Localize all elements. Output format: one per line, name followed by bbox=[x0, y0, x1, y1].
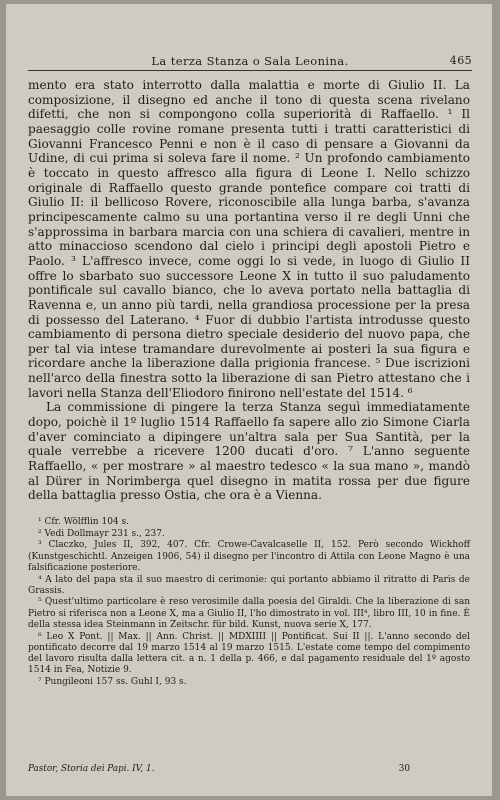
page-number: 465 bbox=[449, 54, 472, 67]
running-header bbox=[28, 54, 472, 68]
footnote: ⁷ Pungileoni 157 ss. Guhl I, 93 s. bbox=[38, 676, 187, 687]
footnote: ⁵ Quest'ultimo particolare è reso verosimile dalla poesia del Giraldi. Che la liberazione di san Pietro si riferisca non a Leone X, ma a Giulio II, l'ho dimostrato in vol. III⁴, libro III, 10 in fine. È della stessa idea Steinmann in Zeitschr. für bild. Kunst, nuova serie X, 177. bbox=[28, 597, 470, 630]
paragraph: mento era stato interrotto dalla malattia e morte di Giulio II. La composizione, il disegno ed anche il tono di questa scena rivelano difetti, che non si compongono colla superiorità di Raffaello. ¹ Il paesaggio colle rovine romane presenta tutti i tratti caratteristici di Giovanni Francesco Penni e non è il caso di pensare a Giovanni da Udine, di cui prima si soleva fare il nome. ² Un profondo cambiamento è toccato in questo affresco alla figura di Leone I. Nello schizzo originale di Raffaello questo grande pontefice compare coi tratti di Giulio II: il bellicoso Rovere, riconoscibile alla lunga barba, s'avanza principescamente calmo su una portantina verso il re degli Unni che s'approssima in barbara marcia con una schiera di cavalieri, mentre in atto minaccioso scendono dal cielo i principi degli apostoli Pietro e Paolo. ³ L'affresco invece, come oggi lo si vede, in luogo di Giulio II offre lo sbarbato suo successore Leone X in tutto il suo paludamento pontificale sul cavallo bianco, che lo aveva portato nella battaglia di Ravenna e, un anno più tardi, nella grandiosa processione per la presa di possesso del Laterano. ⁴ Fuor di dubbio l'artista introdusse questo cambiamento di persona dietro speciale desiderio del nuovo papa, che per tal via intese tramandare durevolmente ai posteri la sua figura e ricordare anche la liberazione dalla prigionia francese. ⁵ Due iscrizioni nell'arco della finestra sotto la liberazione di san Pietro attestano che i lavori nella Stanza dell'Eliodoro finirono nell'estate del 1514. ⁶ bbox=[28, 78, 470, 400]
footnote: ⁶ Leo X Pont. || Max. || Ann. Christ. || MDXIIII || Pontificat. Sui II ||. L'anno secondo del pontificato decorre dal 19 marzo 1514 al 19 marzo 1515. L'estate come tempo del compimento del lavoro risulta dalla lettera cit. a n. 1 della p. 466, e dal pagamento residuale del 1º agosto 1514 in Fea, Notizie 9. bbox=[28, 631, 470, 676]
main-text bbox=[28, 78, 470, 503]
footnote: ² Vedi Dollmayr 231 s., 237. bbox=[38, 528, 165, 539]
running-title: La terza Stanza o Sala Leonina. bbox=[151, 54, 349, 68]
signature-mark: 30 bbox=[398, 764, 410, 774]
book-page bbox=[6, 4, 492, 796]
footnote: ³ Claczko, Jules II, 392, 407. Cfr. Crowe-Cavalcaselle II, 152. Però secondo Wickhoff (Kunstgeschichtl. Anzeigen 1906, 54) il disegno per l'incontro di Attila con Leone Magno è una falsificazione posteriore. bbox=[28, 540, 470, 573]
header-rule bbox=[28, 70, 472, 71]
footer-source: Pastor, Storia dei Papi. IV, 1. bbox=[28, 764, 155, 774]
paragraph: La commissione di pingere la terza Stanza seguì immediatamente dopo, poichè il 1º luglio 1514 Raffaello fa sapere allo zio Simone Ciarla d'aver cominciato a dipingere un'altra sala per Sua Santità, per la quale verrebbe a ricevere 1200 ducati d'oro. ⁷ L'anno seguente Raffaello, « per mostrare » al maestro tedesco « la sua mano », mandò al Dürer in Norimberga quel disegno in matita rossa per due figure della battaglia presso Ostia, che ora è a Vienna. bbox=[28, 400, 470, 503]
footnotes bbox=[28, 517, 470, 689]
footnote: ⁴ A lato del papa sta il suo maestro di cerimonie: qui portanto abbiamo il ritratto di Paris de Grassis. bbox=[28, 574, 470, 596]
footnote: ¹ Cfr. Wölfflin 104 s. bbox=[38, 517, 129, 527]
